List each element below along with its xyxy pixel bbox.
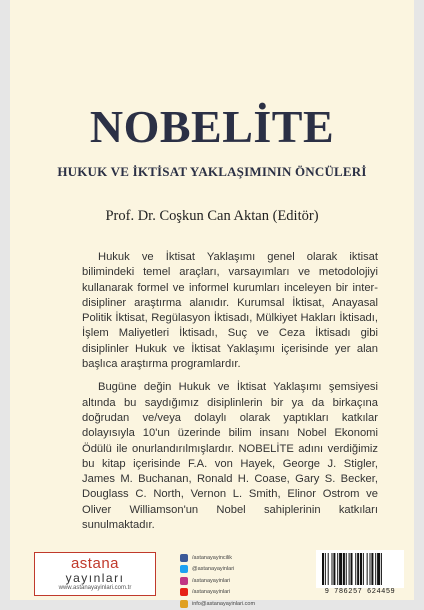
publisher-website: www.astanayayinlari.com.tr	[58, 585, 132, 591]
cover-footer	[10, 538, 414, 607]
social-youtube	[180, 587, 290, 598]
instagram-icon	[180, 577, 188, 585]
twitter-icon	[180, 565, 188, 573]
social-handle: @astanayayinlari	[192, 566, 235, 572]
publisher-name: astana	[70, 555, 120, 572]
isbn-barcode	[316, 550, 404, 596]
social-instagram	[180, 575, 290, 586]
barcode-icon	[316, 550, 404, 588]
book-title: NOBELİTE	[89, 101, 335, 152]
facebook-icon	[180, 554, 188, 562]
book-back-cover	[10, 0, 414, 607]
back-cover-blurb	[82, 250, 378, 541]
blurb-paragraph-2: Bugüne değin Hukuk ve İktisat Yaklaşımı şemsiyesi altında bu saydığımız disiplinlerin bir ya da birkaçına doğrudan ve/veya dolaylı olarak yaptıkları katkılar dolayısıyla 10'un üzerinde bilim insanı Nobel Ekonomi Ödülü ile onurlandırılmışlardır. NOBELİTE adını verdiğimiz bu kitap içerisinde F.A. von Hayek, George J. Stigler, James M. Buchanan, Ronald H. Coase, Gary S. Becker, Douglass C. North, Vernon L. Smith, Elinor Ostrom ve Oliver Williamson'un Nobel sahiplerinin katkıları sunulmaktadır.	[82, 381, 378, 532]
social-twitter	[180, 564, 290, 575]
email-icon	[180, 600, 188, 608]
book-subtitle: HUKUK VE İKTİSAT YAKLAŞIMININ ÖNCÜLERİ	[57, 164, 367, 179]
blurb-paragraph-1: Hukuk ve İktisat Yaklaşımı genel olarak iktisat bilimindeki temel araçları, varsayımları ve metodolojiyi kullanarak formel ve informel kurumları inceleyen bir inter-disipliner araştırma alanıdır. Kurumsal İktisat, Anayasal Politik İktisat, Regülasyon İktisadı, Mülkiyet Hakları İktisadı, İşlem Maliyetleri İktisadı, Suç ve Ceza İktisadı gibi disiplinler Hukuk ve İktisat Yaklaşımı içerisinde yer alan başlıca araştırma programlardır.	[82, 251, 378, 371]
social-handle: /astanayayinlari	[192, 577, 231, 584]
isbn-number: 9 786257 624459	[324, 588, 396, 596]
social-handle: /astanayayincilik	[192, 554, 233, 561]
publisher-name-suffix: yayınları	[65, 571, 125, 585]
publisher-socials	[180, 552, 290, 610]
youtube-icon	[180, 588, 188, 596]
social-facebook	[180, 552, 290, 563]
social-handle: info@astanayayinlari.com	[192, 600, 256, 607]
book-editor: Prof. Dr. Coşkun Can Aktan (Editör)	[105, 208, 319, 224]
social-handle: /astanayayinlari	[192, 589, 231, 595]
publisher-logo	[34, 552, 156, 596]
